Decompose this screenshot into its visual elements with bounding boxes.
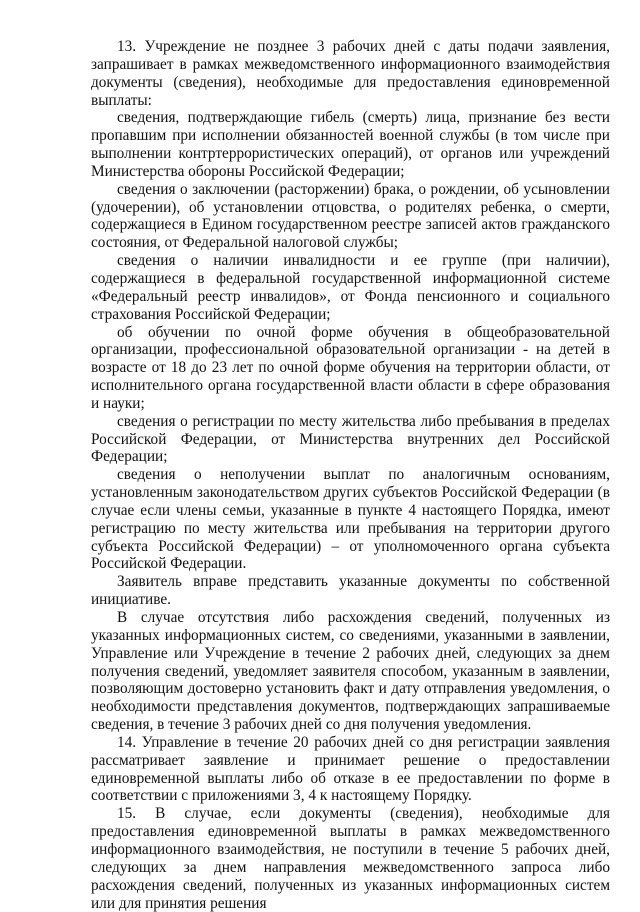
paragraph-15-missing-documents: 15. В случае, если документы (сведения), необходимые для предоставления единовременной выплаты в рамках межведомственного информационного взаимодействия, не поступили в течение 5 рабочих дней, следующих за днем направления межведомственного запроса либо расхождения сведений, полученных из указанных информационных систем или для принятия решения [91,805,610,912]
paragraph-non-receipt: сведения о неполучении выплат по аналогичным основаниям, установленным законодательством других субъектов Российской Федерации (в случае если члены семьи, указанные в пункте 4 настоящего Порядка, имеют регистрацию по месту жительства или пребывания на территории другого субъекта Российской Федерации) – от уполномоченного органа субъекта Российской Федерации. [91,466,610,573]
paragraph-education: об обучении по очной форме обучения в общеобразовательной организации, профессиональной образовательной организации - на детей в возрасте от 18 до 23 лет по очной форме обучения на территории области, от исполнительного органа государственной власти области в сфере образования и науки; [91,323,610,412]
paragraph-disability: сведения о наличии инвалидности и ее группе (при наличии), содержащиеся в федеральной государственной информационной системе «Федеральный реестр инвалидов», от Фонда пенсионного и социального страхования Российской Федерации; [91,252,610,323]
paragraph-civil-registry: сведения о заключении (расторжении) брака, о рождении, об усыновлении (удочерении), об установлении отцовства, о родителях ребенка, о смерти, содержащиеся в Едином государственном реестре записей актов гражданского состояния, от Федеральной налоговой службы; [91,180,610,252]
paragraph-13-request: 13. Учреждение не позднее 3 рабочих дней с даты подачи заявления, запрашивает в рамках межведомственного информационного взаимодействия документы (сведения), необходимые для предоставления единовременной выплаты: [91,38,610,109]
paragraph-registration: сведения о регистрации по месту жительства либо пребывания в пределах Российской Федерации, от Министерства внутренних дел Российской Федерации; [91,412,610,466]
paragraph-death-info: сведения, подтверждающие гибель (смерть) лица, признание без вести пропавшим при исполнении обязанностей военной службы (в том числе при выполнении контртеррористических операций), от органов или учреждений Министерства обороны Российской Федерации; [91,109,610,180]
paragraph-own-initiative: Заявитель вправе представить указанные документы по собственной инициативе. [91,573,610,609]
paragraph-14-decision: 14. Управление в течение 20 рабочих дней со дня регистрации заявления рассматривает заявление и принимает решение о предоставлении единовременной выплаты либо об отказе в ее предоставлении по форме в соответствии с приложениями 3, 4 к настоящему Порядку. [91,733,610,805]
paragraph-discrepancy: В случае отсутствия либо расхождения сведений, полученных из указанных информационных систем, со сведениями, указанными в заявлении, Управление или Учреждение в течение 2 рабочих дней, следующих за днем получения сведений, уведомляет заявителя способом, указанным в заявлении, позволяющим достоверно установить факт и дату отправления уведомления, о необходимости представления документов, подтверждающих запрашиваемые сведения, в течение 3 рабочих дней со дня получения уведомления. [91,609,610,734]
